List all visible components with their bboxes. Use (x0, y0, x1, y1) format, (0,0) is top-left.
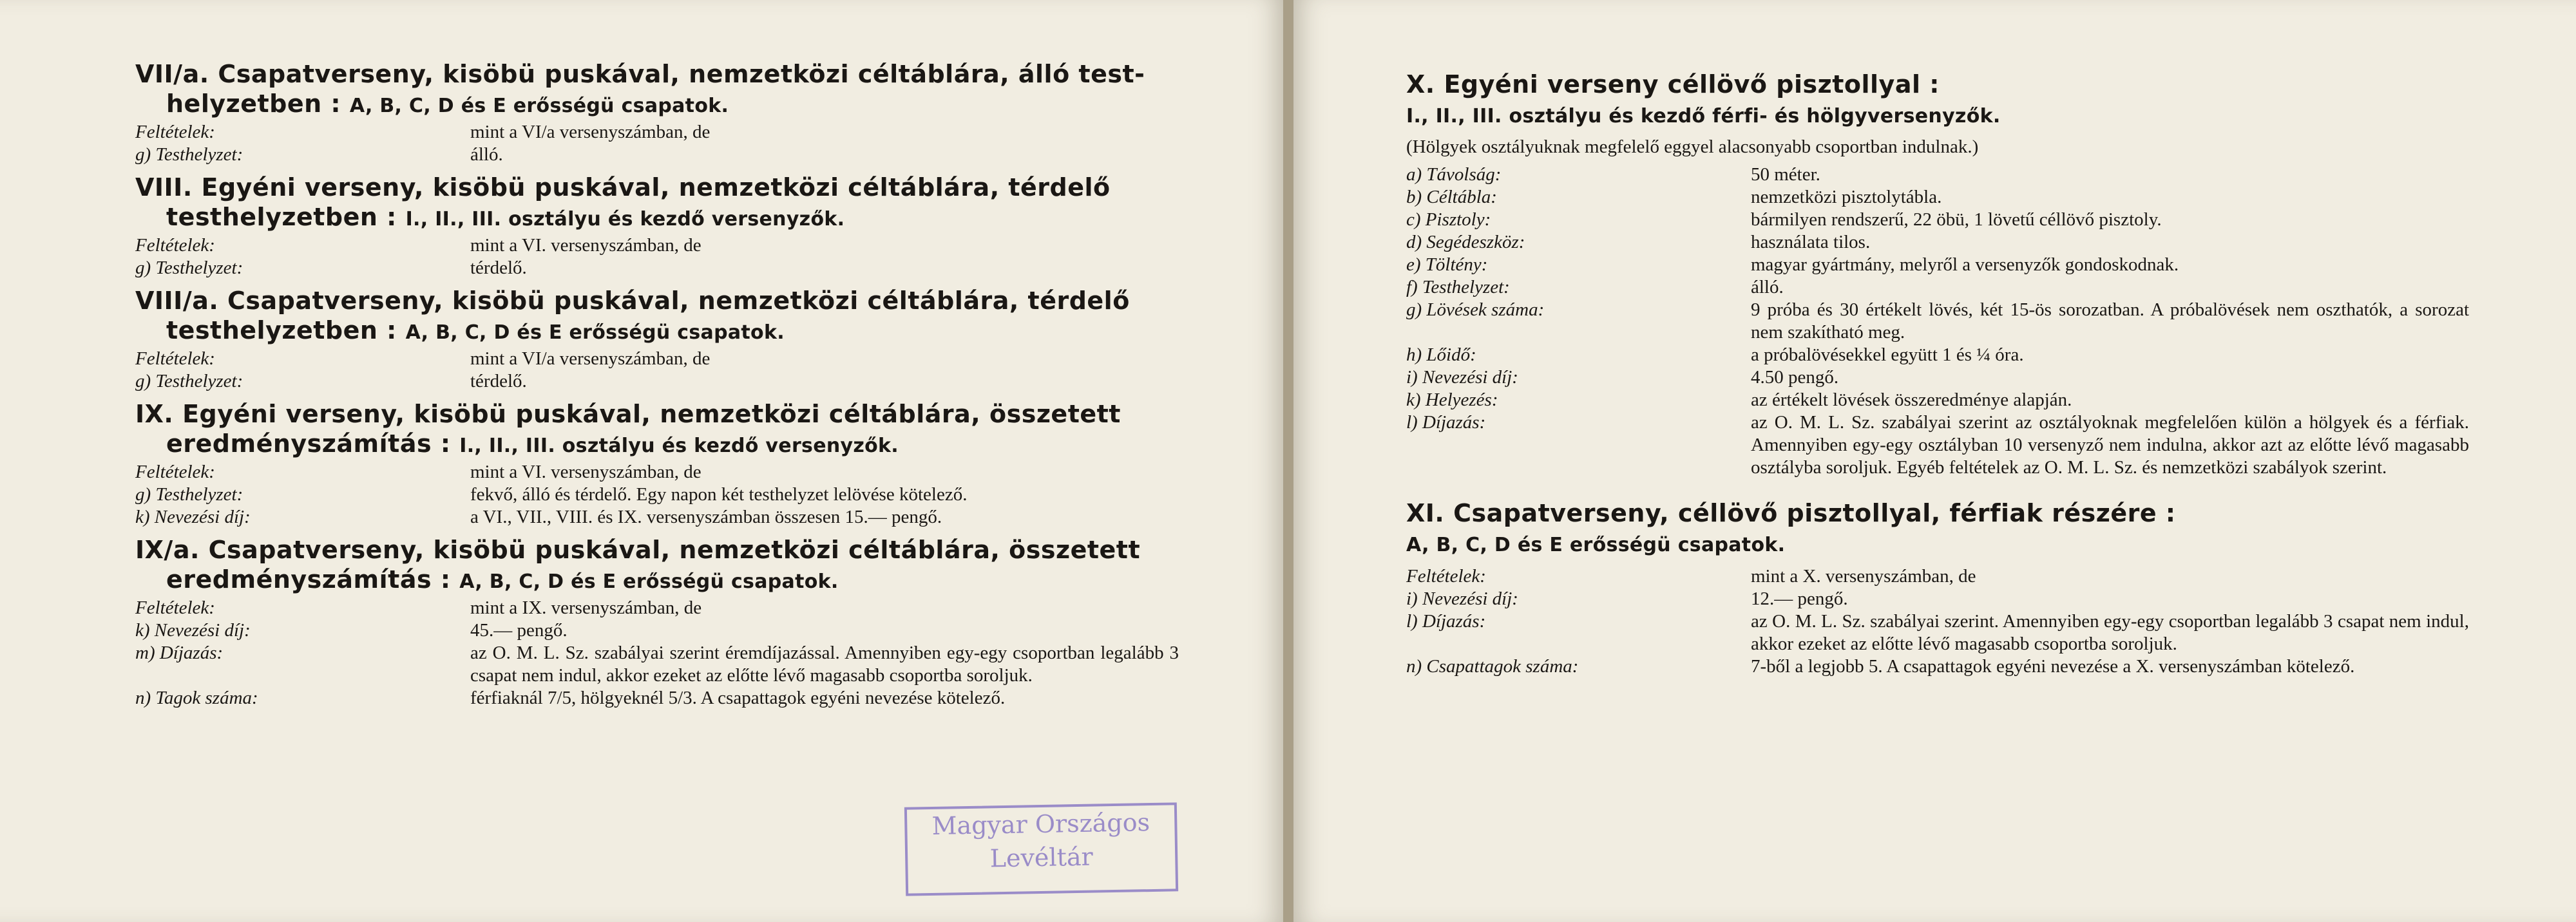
section-viii (135, 173, 1179, 279)
heading-sub: I., II., III. osztályu és kezdő versenyzők. (459, 435, 899, 457)
condition-label: k) Nevezési díj: (135, 507, 251, 527)
conditions-table (1406, 565, 2469, 678)
condition-row (135, 348, 1179, 370)
condition-row (1406, 344, 2469, 366)
condition-label: n) Tagok száma: (135, 688, 258, 708)
condition-value: az O. M. L. Sz. szabályai szerint éremdíjazással. Amennyiben egy-egy csoportban legalább 3 csapat nem indul, akkor ezeket az előtte lévő magasabb csoportba soroljuk. (470, 643, 1179, 686)
section-viii-a (135, 286, 1179, 393)
condition-value: az O. M. L. Sz. szabályai szerint. Amennyiben egy-egy csoportban legalább 3 csapat nem indul, akkor ezeket az előtte lévő magasabb csoportba soroljuk. (1751, 611, 2469, 654)
section-ix (135, 399, 1179, 529)
heading-line2: helyzetben : (166, 89, 341, 118)
left-page-content (135, 59, 1179, 716)
conditions-table (1406, 164, 2469, 479)
heading-main: VIII/a. Csapatverseny, kisöbü puskával, nemzetközi céltáblára, térdelő (135, 287, 1130, 315)
condition-row (135, 506, 1179, 529)
condition-row (1406, 565, 2469, 588)
heading-main: VIII. Egyéni verseny, kisöbü puskával, nemzetközi céltáblára, térdelő (135, 173, 1111, 202)
heading-sub: I., II., III. osztályu és kezdő versenyzők. (405, 208, 845, 230)
condition-label: i) Nevezési díj: (1406, 367, 1518, 388)
conditions-table (135, 121, 1179, 166)
heading-main: VII/a. Csapatverseny, kisöbü puskával, nemzetközi céltáblára, álló test- (135, 60, 1145, 88)
condition-row (1406, 655, 2469, 678)
condition-value: mint a VI. versenyszámban, de (470, 462, 701, 482)
right-page (1293, 0, 2576, 922)
condition-row (1406, 366, 2469, 389)
condition-value: a VI., VII., VIII. és IX. versenyszámban összesen 15.— pengő. (470, 507, 942, 527)
condition-value: álló. (470, 144, 503, 165)
condition-value: 50 méter. (1751, 164, 1820, 185)
condition-label: g) Testhelyzet: (135, 258, 243, 278)
condition-value: mint a VI. versenyszámban, de (470, 235, 701, 256)
condition-row (135, 257, 1179, 279)
conditions-table (135, 461, 1179, 529)
section-vii-a (135, 59, 1179, 166)
archive-stamp (904, 802, 1178, 896)
condition-value: 9 próba és 30 értékelt lövés, két 15-ös sorozatban. A próbalövések nem oszthatók, a sorozat nem szakítható meg. (1751, 299, 2469, 343)
condition-label: h) Lőidő: (1406, 344, 1476, 365)
condition-label: Feltételek: (1406, 566, 1486, 587)
condition-row (1406, 276, 2469, 299)
condition-row (135, 370, 1179, 393)
condition-label: g) Testhelyzet: (135, 144, 243, 165)
condition-value: mint a VI/a versenyszámban, de (470, 348, 711, 369)
condition-row (1406, 186, 2469, 209)
condition-row (135, 121, 1179, 144)
stamp-line: Magyar Országos (931, 808, 1150, 840)
condition-row (135, 597, 1179, 619)
heading-line2: eredményszámítás : (166, 429, 451, 458)
conditions-table (135, 234, 1179, 279)
condition-value: nemzetközi pisztolytábla. (1751, 187, 1942, 207)
heading-line2: eredményszámítás : (166, 565, 451, 594)
condition-value: térdelő. (470, 258, 527, 278)
condition-label: m) Díjazás: (135, 643, 224, 663)
left-page (0, 0, 1283, 922)
heading-sub: A, B, C, D és E erősségü csapatok. (349, 95, 729, 117)
condition-label: g) Testhelyzet: (135, 484, 243, 505)
condition-label: Feltételek: (135, 462, 215, 482)
section-heading (1406, 70, 2469, 131)
condition-value: 7-ből a legjobb 5. A csapattagok egyéni nevezése a X. versenyszámban kötelező. (1751, 656, 2355, 677)
condition-value: mint a IX. versenyszámban, de (470, 597, 702, 618)
condition-row (135, 642, 1179, 687)
condition-value: az értékelt lövések összeredménye alapján. (1751, 390, 2072, 410)
condition-value: a próbalövésekkel együtt 1 és ¼ óra. (1751, 344, 2024, 365)
section-heading (135, 535, 1179, 597)
heading-main: X. Egyéni verseny céllövő pisztollyal : (1406, 70, 1940, 99)
condition-label: Feltételek: (135, 235, 215, 256)
condition-row (1406, 299, 2469, 344)
condition-row (1406, 231, 2469, 254)
condition-value: mint a VI/a versenyszámban, de (470, 122, 711, 142)
condition-row (1406, 164, 2469, 186)
section-heading (135, 173, 1179, 234)
section-xi (1406, 498, 2469, 678)
condition-label: n) Csapattagok száma: (1406, 656, 1579, 677)
condition-label: Feltételek: (135, 122, 215, 142)
heading-main: XI. Csapatverseny, céllövő pisztollyal, férfiak részére : (1406, 499, 2176, 527)
condition-label: l) Díjazás: (1406, 412, 1486, 433)
condition-value: bármilyen rendszerű, 22 öbü, 1 lövetű céllövő pisztoly. (1751, 209, 2162, 230)
heading-sub: I., II., III. osztályu és kezdő férfi- és hölgyversenyzők. (1406, 105, 2001, 127)
condition-value: térdelő. (470, 371, 527, 391)
heading-main: IX. Egyéni verseny, kisöbü puskával, nemzetközi céltáblára, összetett (135, 400, 1121, 428)
heading-sub: A, B, C, D és E erősségü csapatok. (1406, 534, 1786, 556)
heading-sub: A, B, C, D és E erősségü csapatok. (405, 321, 785, 344)
condition-value: 4.50 pengő. (1751, 367, 1839, 388)
section-x (1406, 70, 2469, 479)
section-note: (Hölgyek osztályuknak megfelelő eggyel alacsonyabb csoportban indulnak.) (1406, 136, 1979, 157)
condition-row (1406, 254, 2469, 276)
stamp-line: Levéltár (989, 842, 1094, 873)
condition-row (1406, 209, 2469, 231)
section-heading (1406, 498, 2469, 560)
condition-label: e) Töltény: (1406, 254, 1488, 275)
condition-label: c) Pisztoly: (1406, 209, 1491, 230)
heading-line2: testhelyzetben : (166, 316, 397, 344)
section-ix-a (135, 535, 1179, 710)
condition-row (135, 687, 1179, 710)
condition-label: k) Helyezés: (1406, 390, 1498, 410)
condition-label: Feltételek: (135, 348, 215, 369)
section-heading (135, 399, 1179, 461)
condition-value: 45.— pengő. (470, 620, 568, 641)
section-heading (135, 286, 1179, 348)
condition-value: 12.— pengő. (1751, 588, 1848, 609)
condition-label: a) Távolság: (1406, 164, 1502, 185)
condition-label: g) Lövések száma: (1406, 299, 1545, 320)
condition-value: férfiaknál 7/5, hölgyeknél 5/3. A csapattagok egyéni nevezése kötelező. (470, 688, 1006, 708)
condition-value: mint a X. versenyszámban, de (1751, 566, 1976, 587)
condition-row (1406, 411, 2469, 479)
condition-label: g) Testhelyzet: (135, 371, 243, 391)
condition-row (1406, 389, 2469, 411)
condition-row (135, 234, 1179, 257)
heading-main: IX/a. Csapatverseny, kisöbü puskával, nemzetközi céltáblára, összetett (135, 536, 1141, 564)
condition-label: f) Testhelyzet: (1406, 277, 1510, 297)
condition-label: i) Nevezési díj: (1406, 588, 1518, 609)
book-gutter (1283, 0, 1293, 922)
heading-sub: A, B, C, D és E erősségü csapatok. (459, 570, 839, 593)
condition-row (1406, 588, 2469, 610)
condition-row (135, 484, 1179, 506)
condition-label: d) Segédeszköz: (1406, 232, 1525, 252)
condition-value: fekvő, álló és térdelő. Egy napon két testhelyzet lelövése kötelező. (470, 484, 968, 505)
condition-value: az O. M. L. Sz. szabályai szerint az osztályoknak megfelelően külön a hölgyek és a férfiak. Amennyiben egy-egy osztályban 10 versenyző nem indulna, akkor azt az előtte lévő magasabb osztályba soroljuk. Egyéb feltételek az O. M. L. Sz. és nemzetközi szabályok szerint. (1751, 412, 2469, 478)
condition-label: b) Céltábla: (1406, 187, 1497, 207)
condition-value: magyar gyártmány, melyről a versenyzők gondoskodnak. (1751, 254, 2179, 275)
condition-row (135, 619, 1179, 642)
condition-label: Feltételek: (135, 597, 215, 618)
conditions-table (135, 597, 1179, 710)
right-page-content (1406, 70, 2469, 678)
conditions-table (135, 348, 1179, 393)
section-heading (135, 59, 1179, 121)
condition-value: használata tilos. (1751, 232, 1871, 252)
condition-value: álló. (1751, 277, 1784, 297)
condition-label: k) Nevezési díj: (135, 620, 251, 641)
condition-label: l) Díjazás: (1406, 611, 1486, 632)
heading-line2: testhelyzetben : (166, 203, 397, 231)
condition-row (135, 461, 1179, 484)
condition-row (1406, 610, 2469, 655)
condition-row (135, 144, 1179, 166)
